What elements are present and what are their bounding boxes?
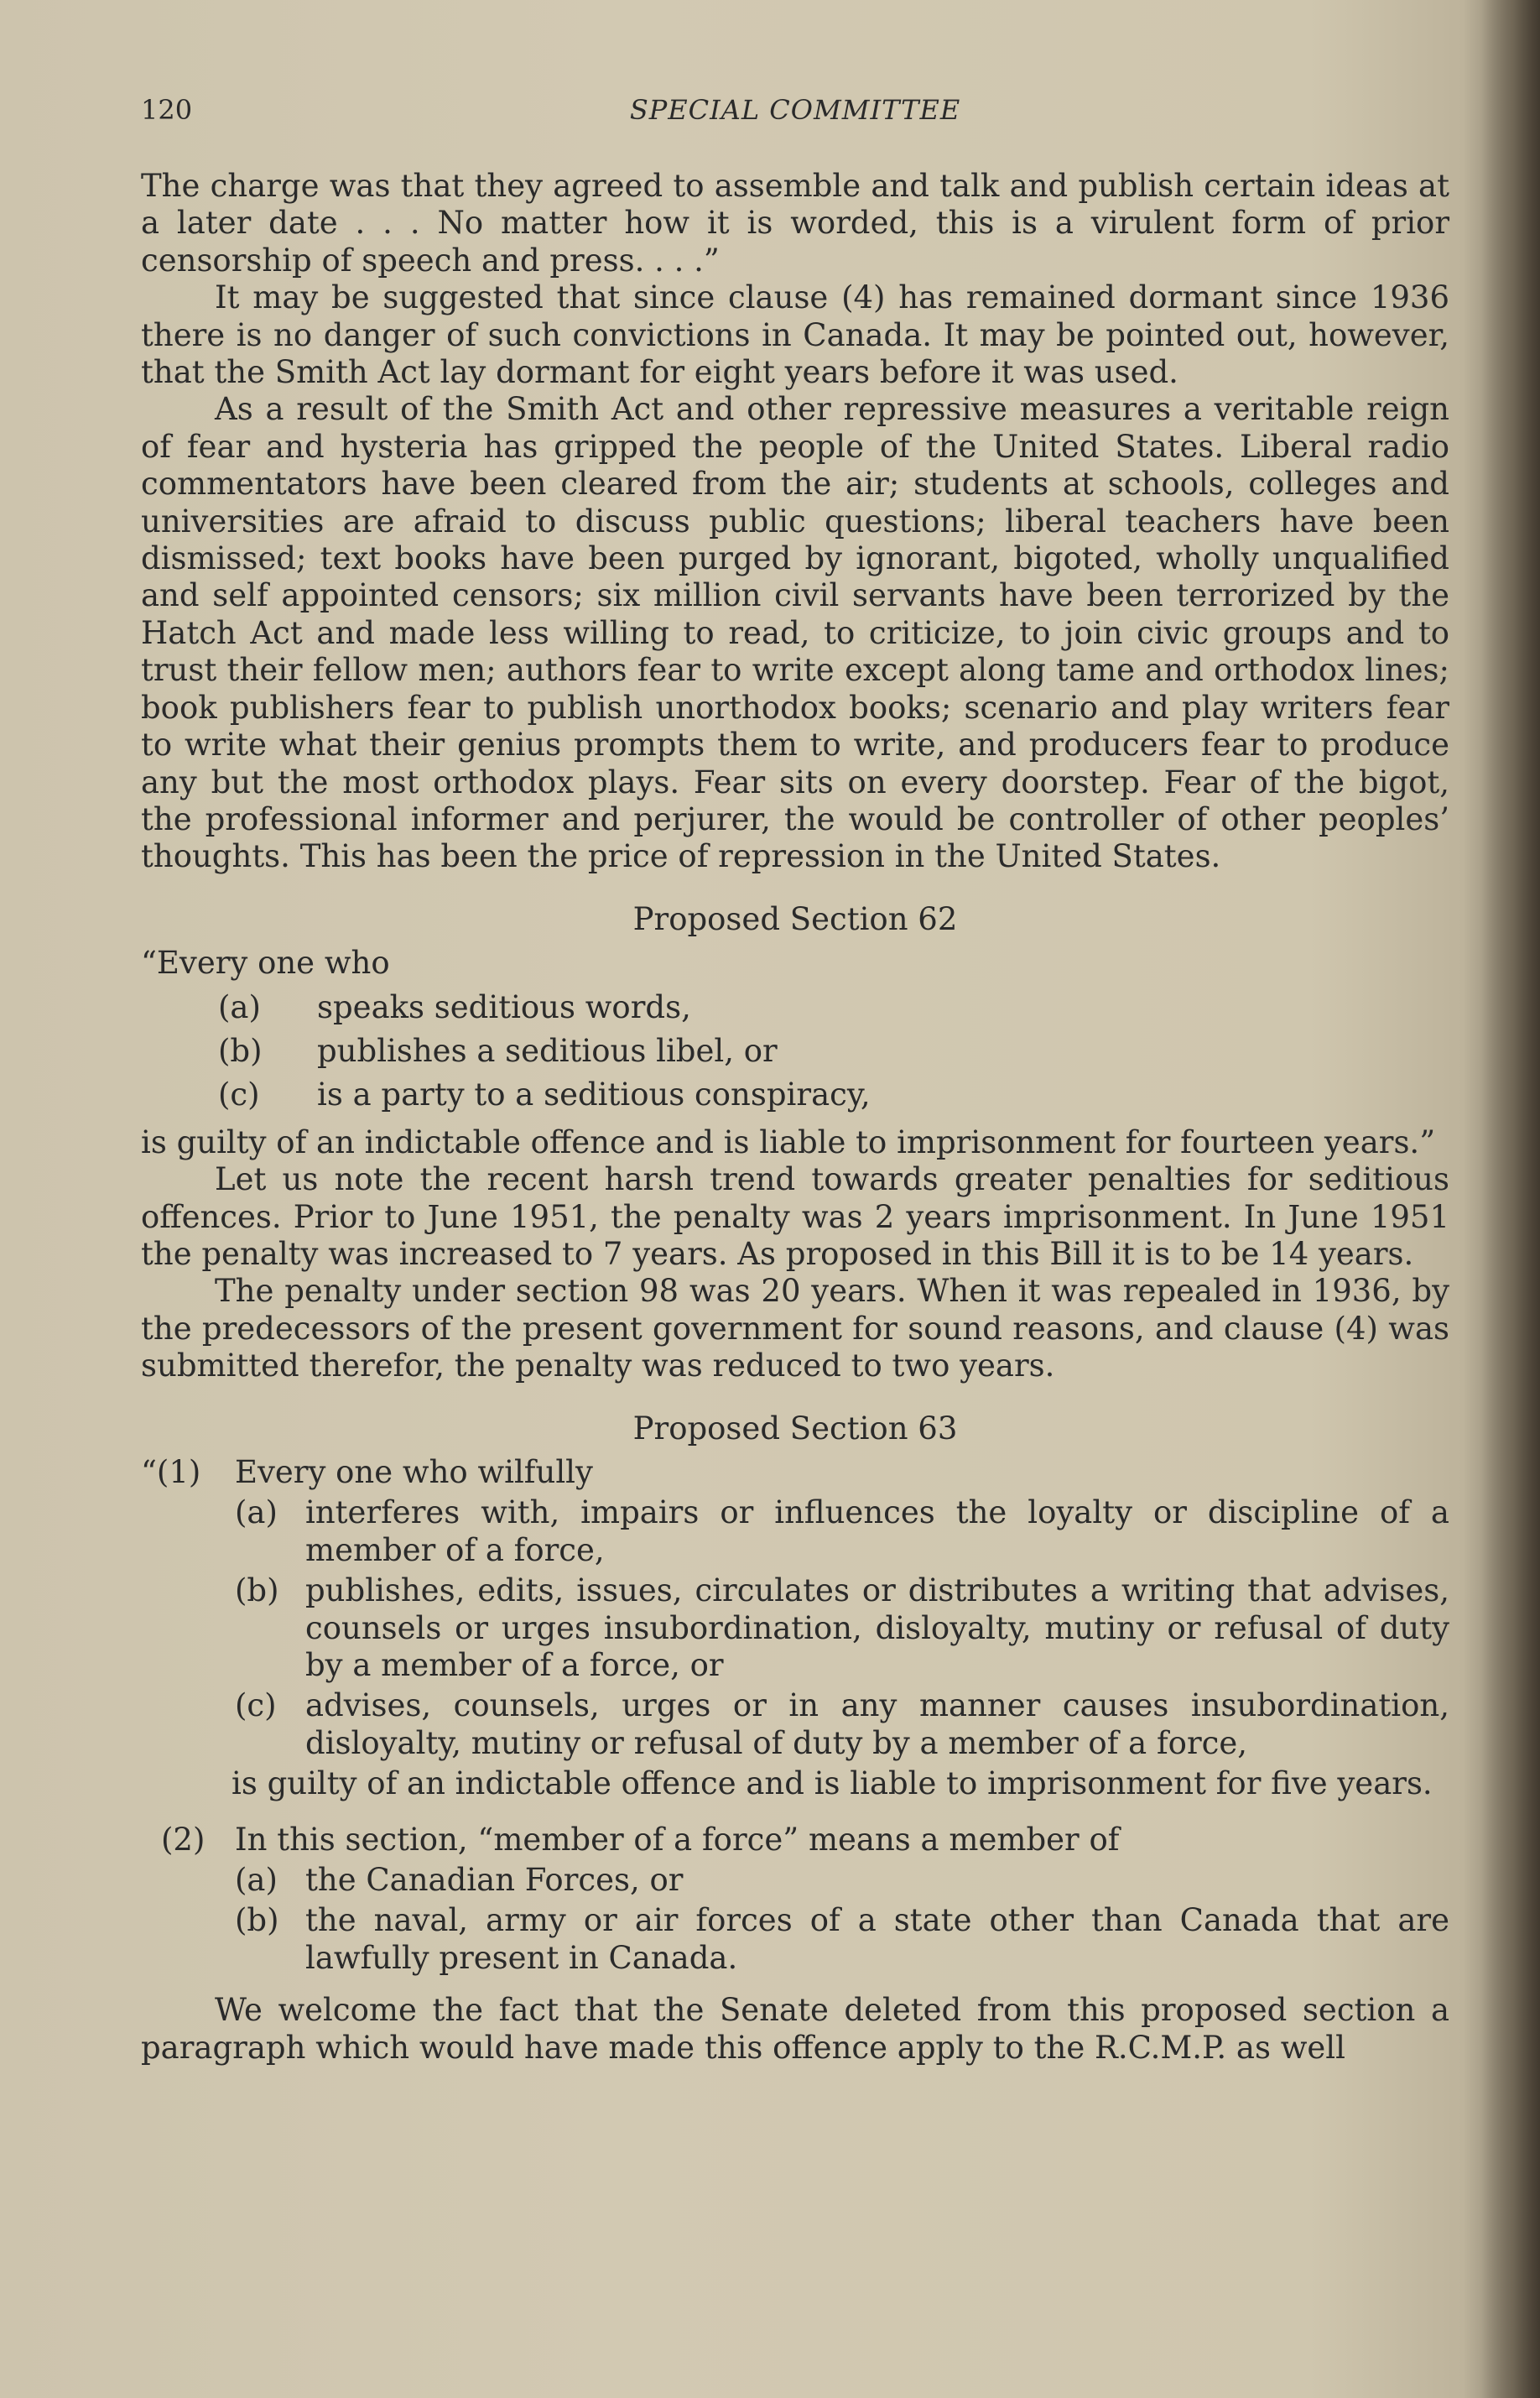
section-63-item-c: [141, 1687, 1449, 1762]
paragraph-senate-deleted: We welcome the fact that the Senate deleted from this proposed section a paragraph which would have made this offence apply to the R.C.M.P. as well: [141, 1992, 1449, 2066]
item-label: (b): [235, 1902, 279, 1939]
paragraph-continuation: The charge was that they agreed to assemble and talk and publish certain ideas at a later date . . . No matter how it is worded, this is a virulent form of prior censorship of speech and press. . . .”: [141, 168, 1449, 279]
item-label: (c): [218, 1076, 260, 1113]
spacer: [141, 1977, 1449, 1992]
subsection-label: “(1): [141, 1454, 201, 1490]
section-62-intro: “Every one who: [141, 945, 390, 982]
subsection-text: Every one who wilfully: [235, 1454, 593, 1490]
section-63-guilt-clause: is guilty of an indictable offence and is liable to imprisonment for five years.: [232, 1765, 1433, 1802]
section-63-item-b: [141, 1572, 1449, 1684]
item-label: (b): [218, 1032, 263, 1069]
paragraph-harsh-trend: Let us note the recent harsh trend towards greater penalties for seditious offences. Prior to June 1951, the penalty was 2 years imprisonment. In June 1951 the penalty was increased to 7 years. As proposed in this Bill it is to be 14 years.: [141, 1161, 1449, 1272]
section-62-closing: is guilty of an indictable offence and is liable to imprisonment for fourteen years.”: [141, 1123, 1436, 1160]
section-63-item-a: [141, 1494, 1449, 1569]
item-text: is a party to a seditious conspiracy,: [317, 1076, 871, 1113]
item-text: the naval, army or air forces of a state other than Canada that are lawfully present in Canada.: [305, 1902, 1449, 1976]
section-62-item-c: [141, 1076, 1449, 1113]
item-text: publishes, edits, issues, circulates or distributes a writing that advises, counsels or urges insubordination, disloyalty, mutiny or refusal of duty by a member of a force, or: [305, 1572, 1449, 1684]
section-62-item-a: [141, 989, 1449, 1026]
item-label: (a): [235, 1494, 278, 1531]
subsection-label: (2): [161, 1821, 206, 1858]
spacer: [141, 1803, 1449, 1818]
paragraph-section-98: The penalty under section 98 was 20 years. When it was repealed in 1936, by the predecessors of the present government for sound reasons, and clause (4) was submitted therefor, the penalty was reduced to two years.: [141, 1273, 1449, 1384]
paragraph-reign-of-fear: As a result of the Smith Act and other repressive measures a veritable reign of fear and hysteria has gripped the people of the United States. Liberal radio commentators have been cleared from the air; students at schools, colleges and universities are afraid to discuss public questions; liberal teachers have been dismissed; text books have been purged by ignorant, bigoted, wholly unqualified and self appointed censors; six million civil servants have been terrorized by the Hatch Act and made less willing to read, to criticize, to join civic groups and to trust their fellow men; authors fear to write except along tame and orthodox lines; book publishers fear to publish unorthodox books; scenario and play writers fear to write what their genius prompts them to write, and producers fear to produce any but the most orthodox plays. Fear sits on every doorstep. Fear of the bigot, the professional informer and perjurer, the would be controller of other peoples’ thoughts. This has been the price of repression in the United States.: [141, 391, 1449, 875]
subsection-text: In this section, “member of a force” means a member of: [235, 1821, 1120, 1858]
item-text: interferes with, impairs or influences the loyalty or discipline of a member of a force,: [305, 1494, 1449, 1568]
section-63-subsection-1: [141, 1454, 1449, 1491]
item-text: speaks seditious words,: [317, 988, 691, 1025]
section-62-heading: Proposed Section 62: [632, 900, 958, 937]
section-63-sub2-item-a: [141, 1862, 1449, 1899]
section-63-subsection-2: [141, 1822, 1449, 1858]
page-body: [141, 168, 1449, 2067]
item-text: publishes a seditious libel, or: [317, 1032, 778, 1069]
item-label: (c): [235, 1687, 277, 1724]
section-63-heading: Proposed Section 63: [632, 1410, 958, 1447]
item-text: the Canadian Forces, or: [305, 1862, 684, 1899]
page-header: [141, 94, 1449, 136]
item-text: advises, counsels, urges or in any manner causes insubordination, disloyalty, mutiny or refusal of duty by a member of a force,: [305, 1687, 1449, 1761]
item-label: (a): [218, 988, 261, 1025]
page-edge-shadow: [1481, 0, 1540, 2398]
paragraph-clause-dormant: It may be suggested that since clause (4) has remained dormant since 1936 there is no danger of such convictions in Canada. It may be pointed out, however, that the Smith Act lay dormant for eight years before it was used.: [141, 279, 1449, 391]
page-number: 120: [141, 94, 193, 126]
item-label: (b): [235, 1572, 279, 1609]
item-label: (a): [235, 1862, 278, 1899]
section-62-item-b: [141, 1033, 1449, 1070]
section-63-sub2-item-b: [141, 1902, 1449, 1977]
running-title: SPECIAL COMMITTEE: [629, 94, 961, 126]
